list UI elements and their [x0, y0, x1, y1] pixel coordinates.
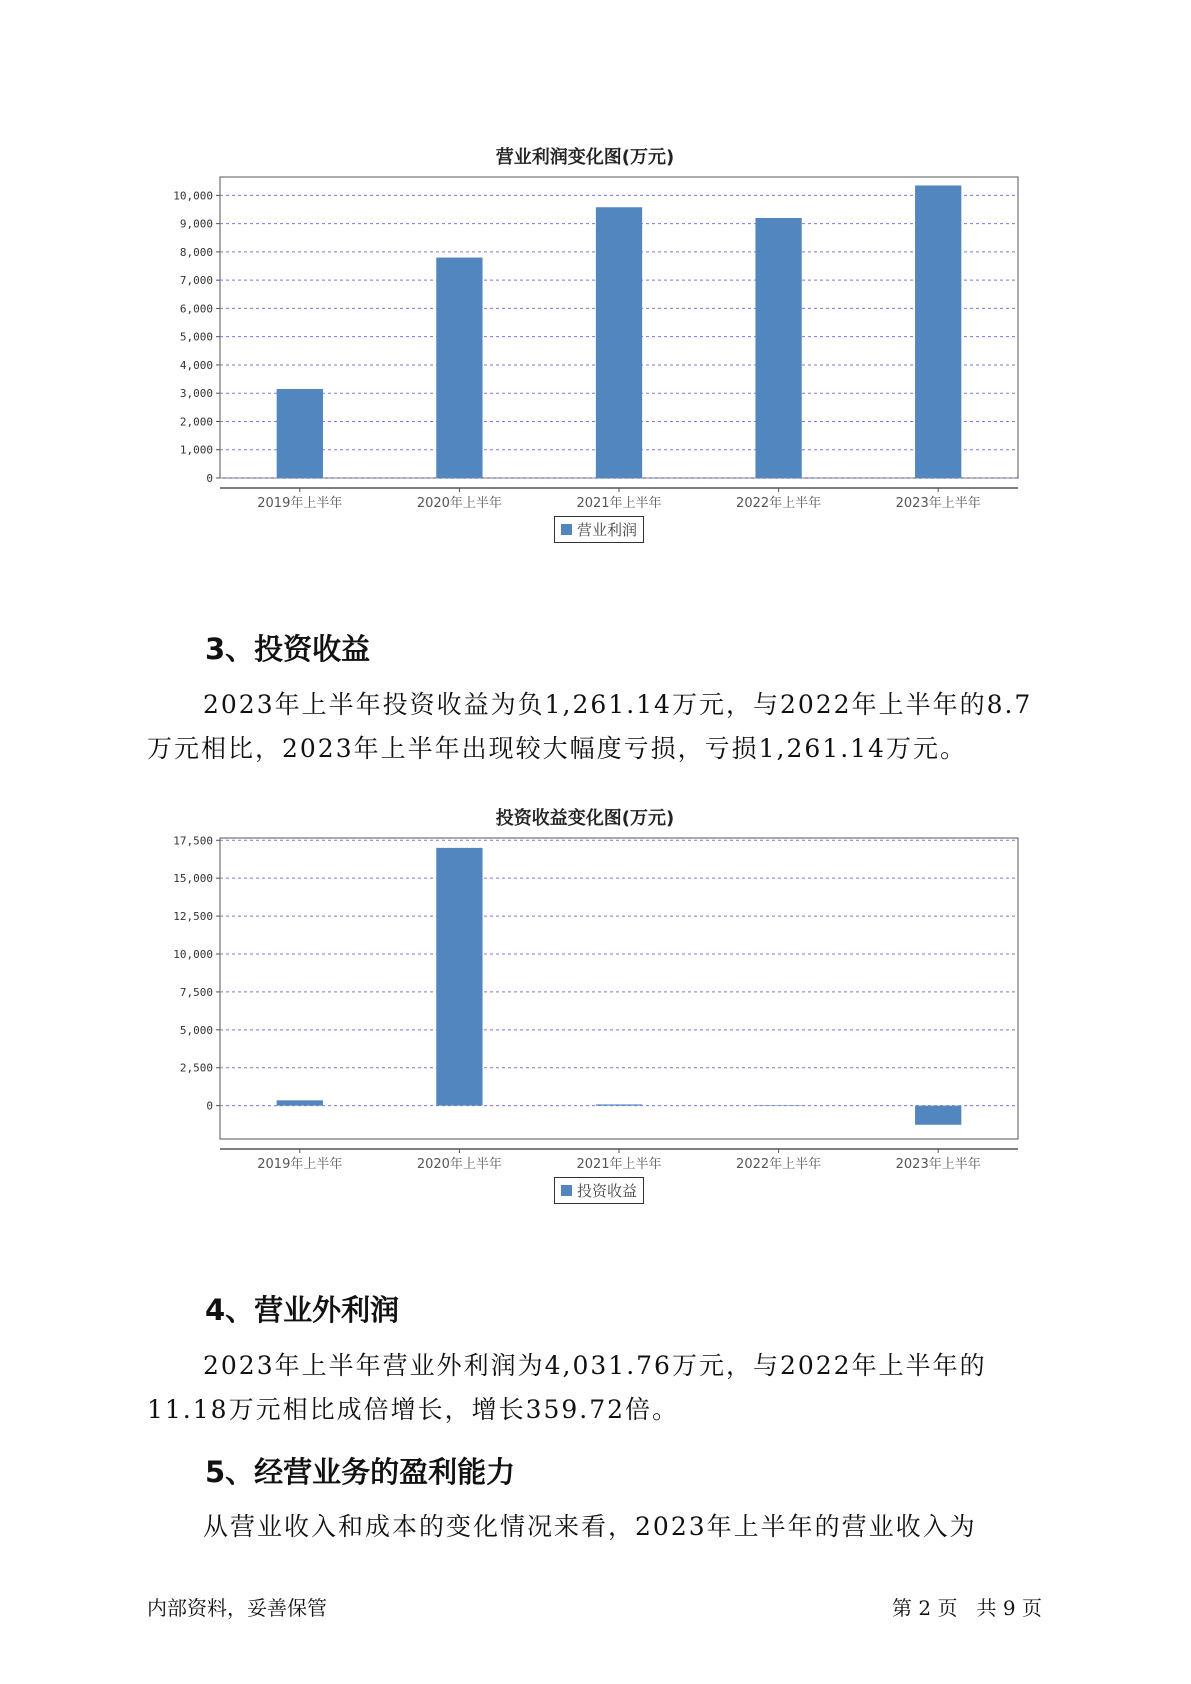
section-paragraph-profitability: 从营业收入和成本的变化情况来看，2023年上半年的营业收入为 — [203, 1512, 977, 1541]
section-heading-investment-income: 3、投资收益 — [205, 632, 371, 666]
x-tick-label: 2019年上半年 — [257, 496, 343, 511]
legend-swatch — [561, 1185, 572, 1196]
bar — [755, 218, 801, 478]
y-tick-label: 15,000 — [173, 872, 213, 886]
bar — [755, 1106, 801, 1107]
bar — [277, 389, 323, 478]
y-tick-label: 5,000 — [179, 330, 213, 344]
y-tick-label: 10,000 — [173, 948, 213, 962]
investment-income-chart — [150, 804, 1020, 1244]
x-tick-label: 2022年上半年 — [736, 1157, 822, 1172]
y-tick-label: 2,000 — [179, 415, 213, 429]
x-tick-label: 2020年上半年 — [416, 1157, 502, 1172]
x-tick-label: 2021年上半年 — [576, 496, 662, 511]
plot-area — [220, 838, 1018, 1139]
bar — [915, 185, 961, 478]
x-tick-label: 2023年上半年 — [895, 1157, 981, 1172]
y-tick-label: 4,000 — [179, 358, 213, 372]
bar — [596, 1104, 642, 1105]
y-tick-label: 17,500 — [173, 834, 213, 848]
chart-title: 投资收益变化图(万元) — [495, 808, 675, 829]
section-heading-profitability: 5、经营业务的盈利能力 — [205, 1455, 516, 1489]
y-tick-label: 8,000 — [179, 245, 213, 259]
chart-title: 营业利润变化图(万元) — [495, 147, 675, 168]
y-tick-label: 3,000 — [179, 387, 213, 401]
y-tick-label: 0 — [206, 472, 213, 485]
bar — [436, 848, 482, 1106]
legend-swatch — [561, 524, 572, 535]
y-tick-label: 1,000 — [179, 443, 213, 457]
y-tick-label: 9,000 — [179, 217, 213, 231]
investment-income-chart-svg — [150, 834, 1020, 1179]
operating-profit-chart — [150, 143, 1020, 583]
chart-legend — [554, 516, 644, 543]
section-paragraph-investment-income: 2023年上半年投资收益为负1,261.14万元，与2022年上半年的8.7万元相比，2023年上半年出现较大幅度亏损，亏损1,261.14万元。 — [147, 690, 1033, 763]
bar — [915, 1106, 961, 1125]
y-tick-label: 10,000 — [173, 189, 213, 203]
y-tick-label: 0 — [206, 1099, 213, 1113]
legend-label: 投资收益 — [577, 1182, 638, 1200]
x-tick-label: 2022年上半年 — [736, 496, 822, 511]
bar — [596, 207, 642, 478]
y-tick-label: 2,500 — [179, 1061, 213, 1075]
bar — [277, 1100, 323, 1105]
y-tick-label: 7,500 — [179, 985, 213, 999]
y-tick-label: 12,500 — [173, 910, 213, 924]
x-tick-label: 2021年上半年 — [576, 1157, 662, 1172]
y-tick-label: 6,000 — [179, 302, 213, 316]
footer-page-number: 第 2 页 共 9 页 — [892, 1596, 1042, 1620]
chart-legend — [554, 1177, 644, 1204]
x-tick-label: 2023年上半年 — [895, 496, 981, 511]
footer-confidential-note: 内部资料，妥善保管 — [147, 1596, 327, 1620]
section-heading-non-operating-profit: 4、营业外利润 — [205, 1293, 400, 1327]
section-paragraph-non-operating-profit: 2023年上半年营业外利润为4,031.76万元，与2022年上半年的11.18万元相比成倍增长，增长359.72倍。 — [147, 1351, 987, 1424]
bar — [436, 258, 482, 478]
y-tick-label: 5,000 — [179, 1023, 213, 1037]
x-tick-label: 2020年上半年 — [416, 496, 502, 511]
operating-profit-chart-svg — [150, 173, 1020, 518]
y-tick-label: 7,000 — [179, 274, 213, 288]
legend-label: 营业利润 — [577, 521, 638, 539]
x-tick-label: 2019年上半年 — [257, 1157, 343, 1172]
